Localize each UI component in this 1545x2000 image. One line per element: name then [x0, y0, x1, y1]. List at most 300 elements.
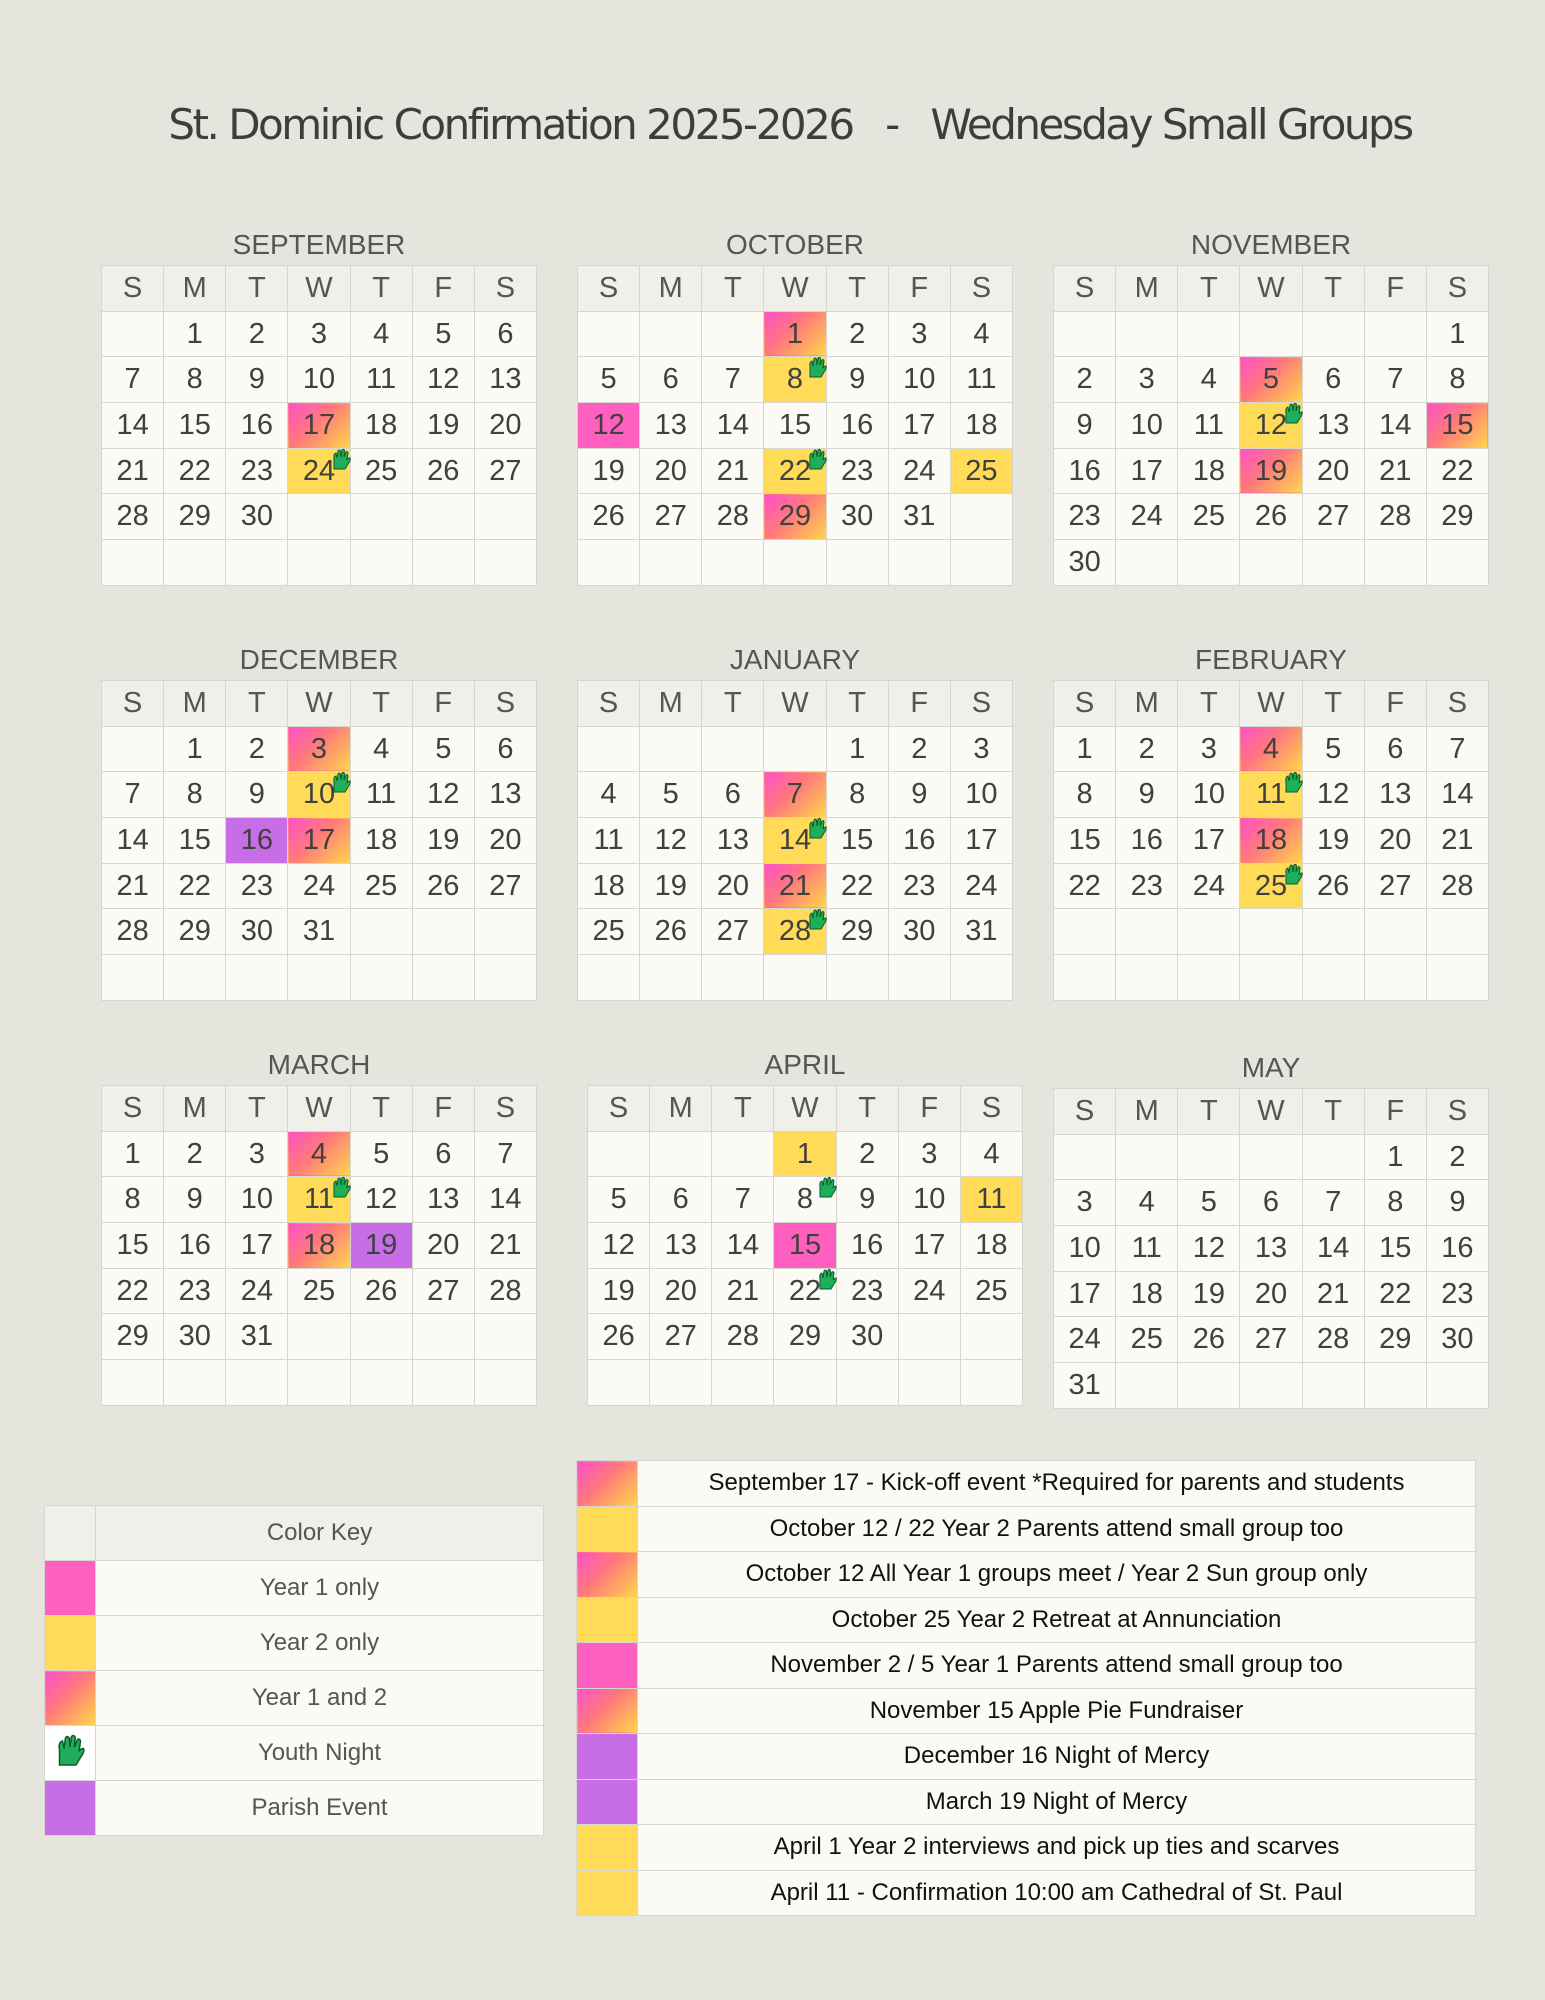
day-cell[interactable] [226, 311, 288, 357]
day-cell[interactable] [898, 1177, 960, 1223]
day-cell[interactable] [1178, 494, 1240, 540]
day-cell[interactable] [960, 1177, 1022, 1223]
day-number: 7 [724, 363, 741, 396]
day-cell[interactable] [640, 357, 702, 403]
day-cell[interactable] [950, 818, 1012, 864]
day-cell[interactable] [836, 1177, 898, 1223]
day-cell[interactable] [350, 357, 412, 403]
day-cell[interactable] [1426, 863, 1488, 909]
day-cell[interactable] [1426, 726, 1488, 772]
day-cell[interactable] [888, 772, 950, 818]
day-cell[interactable] [1426, 1226, 1488, 1272]
day-cell[interactable] [960, 1131, 1022, 1177]
day-cell[interactable] [950, 311, 1012, 357]
day-cell[interactable] [1054, 357, 1116, 403]
day-cell[interactable] [412, 772, 474, 818]
day-cell[interactable] [1240, 1226, 1302, 1272]
day-cell[interactable] [102, 863, 164, 909]
day-number: 27 [489, 869, 522, 902]
day-cell[interactable] [826, 448, 888, 494]
day-cell[interactable] [1054, 448, 1116, 494]
day-cell[interactable] [1054, 1317, 1116, 1363]
day-cell[interactable] [1364, 1317, 1426, 1363]
day-cell[interactable] [1240, 1271, 1302, 1317]
day-cell[interactable] [1240, 494, 1302, 540]
day-cell[interactable] [1178, 1226, 1240, 1272]
day-cell[interactable] [1054, 1226, 1116, 1272]
day-cell[interactable] [350, 1131, 412, 1177]
day-cell[interactable] [102, 448, 164, 494]
day-cell[interactable] [640, 909, 702, 955]
day-cell[interactable] [1426, 818, 1488, 864]
day-cell[interactable] [1364, 1226, 1426, 1272]
day-cell[interactable] [1116, 772, 1178, 818]
day-cell[interactable] [288, 1177, 350, 1223]
day-cell[interactable] [350, 403, 412, 449]
day-cell[interactable] [1426, 448, 1488, 494]
day-cell[interactable] [350, 726, 412, 772]
day-cell[interactable] [1054, 726, 1116, 772]
day-cell[interactable] [836, 1314, 898, 1360]
day-cell[interactable] [1178, 403, 1240, 449]
day-cell[interactable] [1116, 1317, 1178, 1363]
day-cell[interactable] [898, 1268, 960, 1314]
day-cell[interactable] [350, 863, 412, 909]
day-cell[interactable] [1178, 448, 1240, 494]
empty-cell [712, 1360, 774, 1406]
day-cell[interactable] [164, 726, 226, 772]
day-cell[interactable] [836, 1131, 898, 1177]
day-cell[interactable] [1426, 772, 1488, 818]
day-cell[interactable] [474, 403, 536, 449]
day-cell[interactable] [1302, 403, 1364, 449]
day-cell[interactable] [350, 1268, 412, 1314]
day-cell[interactable] [764, 403, 826, 449]
day-cell[interactable] [764, 863, 826, 909]
day-cell[interactable] [1240, 448, 1302, 494]
page-title: St. Dominic Confirmation 2025-2026 - Wednesday Small Groups [168, 100, 1412, 149]
day-cell[interactable] [712, 1268, 774, 1314]
day-number: 25 [365, 869, 398, 902]
day-cell[interactable] [1178, 726, 1240, 772]
day-cell[interactable] [712, 1177, 774, 1223]
day-cell[interactable] [1178, 1317, 1240, 1363]
day-number: 4 [1262, 732, 1280, 765]
day-cell[interactable] [226, 1131, 288, 1177]
day-cell[interactable] [1116, 1271, 1178, 1317]
day-cell[interactable] [888, 726, 950, 772]
day-cell[interactable] [1240, 772, 1302, 818]
day-cell[interactable] [1116, 818, 1178, 864]
day-cell[interactable] [288, 357, 350, 403]
day-cell[interactable] [164, 863, 226, 909]
day-cell[interactable] [588, 1223, 650, 1269]
day-cell[interactable] [950, 909, 1012, 955]
day-cell[interactable] [164, 818, 226, 864]
event-text: November 15 Apple Pie Fundraiser [638, 1688, 1476, 1734]
day-cell[interactable] [102, 403, 164, 449]
day-cell[interactable] [640, 448, 702, 494]
day-cell[interactable] [1116, 1180, 1178, 1226]
day-cell[interactable] [1364, 726, 1426, 772]
day-cell[interactable] [1364, 1134, 1426, 1180]
day-cell[interactable] [474, 726, 536, 772]
day-cell[interactable] [474, 1268, 536, 1314]
day-cell[interactable] [1302, 494, 1364, 540]
day-cell[interactable] [1054, 772, 1116, 818]
day-cell[interactable] [960, 1223, 1022, 1269]
day-cell[interactable] [888, 818, 950, 864]
event-text: April 1 Year 2 interviews and pick up ties and scarves [638, 1825, 1476, 1871]
day-cell[interactable] [1302, 448, 1364, 494]
day-cell[interactable] [764, 357, 826, 403]
day-cell[interactable] [578, 448, 640, 494]
day-cell[interactable] [412, 448, 474, 494]
day-cell[interactable] [836, 1223, 898, 1269]
day-cell[interactable] [350, 772, 412, 818]
day-cell[interactable] [226, 448, 288, 494]
day-cell[interactable] [702, 909, 764, 955]
empty-cell [1116, 1134, 1178, 1180]
day-number: 24 [1068, 1323, 1101, 1356]
day-cell[interactable] [764, 772, 826, 818]
day-cell[interactable] [1302, 357, 1364, 403]
day-cell[interactable] [1364, 494, 1426, 540]
day-cell[interactable] [888, 863, 950, 909]
day-cell[interactable] [774, 1131, 836, 1177]
day-cell[interactable] [102, 909, 164, 955]
day-cell[interactable] [774, 1314, 836, 1360]
week-row [1054, 1363, 1489, 1409]
day-cell[interactable] [102, 818, 164, 864]
day-cell[interactable] [1054, 540, 1116, 586]
day-cell[interactable] [288, 726, 350, 772]
day-cell[interactable] [288, 863, 350, 909]
day-cell[interactable] [474, 818, 536, 864]
day-cell[interactable] [164, 311, 226, 357]
day-cell[interactable] [288, 909, 350, 955]
day-number: 24 [240, 1274, 273, 1307]
day-cell[interactable] [650, 1177, 712, 1223]
day-cell[interactable] [164, 1223, 226, 1269]
day-number: 19 [1192, 1277, 1225, 1310]
empty-cell [702, 540, 764, 586]
day-cell[interactable] [836, 1268, 898, 1314]
day-cell[interactable] [588, 1314, 650, 1360]
day-cell[interactable] [950, 726, 1012, 772]
empty-cell [1240, 955, 1302, 1001]
day-cell[interactable] [1302, 1180, 1364, 1226]
week-row [102, 909, 537, 955]
day-cell[interactable] [164, 1131, 226, 1177]
day-cell[interactable] [650, 1223, 712, 1269]
day-cell[interactable] [102, 357, 164, 403]
day-cell[interactable] [702, 863, 764, 909]
day-cell[interactable] [826, 909, 888, 955]
day-cell[interactable] [226, 909, 288, 955]
day-cell[interactable] [1116, 726, 1178, 772]
day-cell[interactable] [474, 772, 536, 818]
day-cell[interactable] [888, 494, 950, 540]
day-cell[interactable] [950, 403, 1012, 449]
day-cell[interactable] [1178, 772, 1240, 818]
day-cell[interactable] [888, 909, 950, 955]
day-cell[interactable] [774, 1177, 836, 1223]
day-cell[interactable] [1240, 863, 1302, 909]
day-cell[interactable] [1364, 818, 1426, 864]
day-cell[interactable] [102, 1268, 164, 1314]
day-cell[interactable] [1116, 448, 1178, 494]
day-cell[interactable] [578, 863, 640, 909]
day-cell[interactable] [350, 448, 412, 494]
day-cell[interactable] [826, 863, 888, 909]
day-cell[interactable] [702, 403, 764, 449]
day-cell[interactable] [226, 403, 288, 449]
color-key-label: Year 1 and 2 [96, 1671, 544, 1726]
day-cell[interactable] [1054, 863, 1116, 909]
day-cell[interactable] [640, 494, 702, 540]
day-cell[interactable] [164, 357, 226, 403]
day-cell[interactable] [474, 1131, 536, 1177]
day-cell[interactable] [412, 1223, 474, 1269]
day-number: 18 [1192, 454, 1225, 487]
day-cell[interactable] [764, 448, 826, 494]
day-cell[interactable] [1178, 357, 1240, 403]
day-cell[interactable] [898, 1131, 960, 1177]
day-cell[interactable] [1054, 494, 1116, 540]
day-cell[interactable] [412, 1177, 474, 1223]
day-cell[interactable] [164, 448, 226, 494]
day-cell[interactable] [1364, 357, 1426, 403]
day-cell[interactable] [1240, 818, 1302, 864]
day-cell[interactable] [950, 772, 1012, 818]
day-cell[interactable] [826, 772, 888, 818]
day-cell[interactable] [826, 311, 888, 357]
day-cell[interactable] [1302, 1271, 1364, 1317]
day-cell[interactable] [888, 403, 950, 449]
day-cell[interactable] [764, 909, 826, 955]
day-cell[interactable] [288, 1268, 350, 1314]
day-cell[interactable] [1426, 1180, 1488, 1226]
day-number: 27 [1379, 869, 1412, 902]
day-cell[interactable] [350, 818, 412, 864]
month-february [1053, 640, 1489, 1001]
day-cell[interactable] [702, 357, 764, 403]
day-cell[interactable] [712, 1223, 774, 1269]
week-row [102, 1314, 537, 1360]
day-cell[interactable] [1240, 1317, 1302, 1363]
day-cell[interactable] [1116, 863, 1178, 909]
day-cell[interactable] [412, 1131, 474, 1177]
day-cell[interactable] [826, 494, 888, 540]
day-cell[interactable] [1178, 818, 1240, 864]
day-cell[interactable] [1240, 1180, 1302, 1226]
day-cell[interactable] [702, 448, 764, 494]
day-cell[interactable] [1364, 1271, 1426, 1317]
day-cell[interactable] [1240, 357, 1302, 403]
day-cell[interactable] [226, 1314, 288, 1360]
day-cell[interactable] [826, 357, 888, 403]
day-cell[interactable] [1054, 1180, 1116, 1226]
day-cell[interactable] [578, 818, 640, 864]
day-cell[interactable] [1426, 1271, 1488, 1317]
day-cell[interactable] [1302, 863, 1364, 909]
day-cell[interactable] [1302, 1226, 1364, 1272]
day-cell[interactable] [412, 357, 474, 403]
day-cell[interactable] [1302, 818, 1364, 864]
day-cell[interactable] [1364, 1180, 1426, 1226]
day-cell[interactable] [1178, 1180, 1240, 1226]
day-cell[interactable] [288, 772, 350, 818]
day-cell[interactable] [350, 1223, 412, 1269]
day-cell[interactable] [950, 863, 1012, 909]
day-cell[interactable] [102, 1177, 164, 1223]
day-cell[interactable] [1426, 403, 1488, 449]
day-cell[interactable] [1426, 1134, 1488, 1180]
day-cell[interactable] [578, 909, 640, 955]
day-cell[interactable] [288, 818, 350, 864]
day-cell[interactable] [578, 357, 640, 403]
day-cell[interactable] [1054, 818, 1116, 864]
day-cell[interactable] [412, 863, 474, 909]
day-cell[interactable] [412, 818, 474, 864]
day-cell[interactable] [1302, 1317, 1364, 1363]
day-cell[interactable] [288, 448, 350, 494]
day-cell[interactable] [1178, 1271, 1240, 1317]
day-cell[interactable] [578, 494, 640, 540]
day-cell[interactable] [226, 818, 288, 864]
day-cell[interactable] [102, 1223, 164, 1269]
day-cell[interactable] [774, 1268, 836, 1314]
day-cell[interactable] [164, 1314, 226, 1360]
day-cell[interactable] [102, 1314, 164, 1360]
day-cell[interactable] [102, 772, 164, 818]
day-number: 8 [1076, 778, 1093, 811]
day-cell[interactable] [578, 772, 640, 818]
day-cell[interactable] [164, 494, 226, 540]
day-cell[interactable] [888, 311, 950, 357]
day-cell[interactable] [702, 818, 764, 864]
day-cell[interactable] [774, 1223, 836, 1269]
day-cell[interactable] [712, 1314, 774, 1360]
day-cell[interactable] [1116, 494, 1178, 540]
day-cell[interactable] [474, 311, 536, 357]
day-cell[interactable] [826, 818, 888, 864]
day-cell[interactable] [1364, 403, 1426, 449]
day-cell[interactable] [1364, 448, 1426, 494]
day-cell[interactable] [164, 909, 226, 955]
day-number: 3 [310, 317, 328, 350]
day-number: 3 [1076, 1186, 1093, 1219]
day-cell[interactable] [588, 1268, 650, 1314]
day-cell[interactable] [640, 863, 702, 909]
day-cell[interactable] [1116, 1226, 1178, 1272]
day-cell[interactable] [1302, 726, 1364, 772]
day-cell[interactable] [888, 357, 950, 403]
day-cell[interactable] [412, 726, 474, 772]
day-cell[interactable] [1364, 863, 1426, 909]
day-cell[interactable] [650, 1268, 712, 1314]
day-cell[interactable] [164, 1177, 226, 1223]
day-cell[interactable] [226, 1223, 288, 1269]
day-cell[interactable] [226, 1177, 288, 1223]
day-cell[interactable] [288, 1223, 350, 1269]
day-cell[interactable] [1054, 1363, 1116, 1409]
day-cell[interactable] [474, 357, 536, 403]
day-cell[interactable] [226, 726, 288, 772]
day-cell[interactable] [764, 311, 826, 357]
day-cell[interactable] [474, 1223, 536, 1269]
day-cell[interactable] [950, 448, 1012, 494]
day-cell[interactable] [288, 1131, 350, 1177]
day-cell[interactable] [898, 1223, 960, 1269]
day-cell[interactable] [350, 311, 412, 357]
day-cell[interactable] [226, 494, 288, 540]
day-cell[interactable] [1364, 772, 1426, 818]
day-cell[interactable] [1116, 357, 1178, 403]
day-cell[interactable] [1116, 403, 1178, 449]
day-cell[interactable] [226, 357, 288, 403]
day-cell[interactable] [764, 818, 826, 864]
day-cell[interactable] [412, 311, 474, 357]
day-cell[interactable] [1426, 357, 1488, 403]
day-cell[interactable] [102, 494, 164, 540]
empty-cell [1240, 540, 1302, 586]
day-cell[interactable] [1054, 1271, 1116, 1317]
day-cell[interactable] [1240, 403, 1302, 449]
day-cell[interactable] [640, 818, 702, 864]
day-cell[interactable] [1426, 494, 1488, 540]
week-row [578, 772, 1013, 818]
day-cell[interactable] [288, 311, 350, 357]
day-cell[interactable] [102, 1131, 164, 1177]
day-cell[interactable] [826, 403, 888, 449]
day-cell[interactable] [164, 1268, 226, 1314]
day-number: 20 [1317, 454, 1350, 487]
day-cell[interactable] [164, 403, 226, 449]
day-cell[interactable] [578, 403, 640, 449]
day-cell[interactable] [226, 1268, 288, 1314]
day-cell[interactable] [1426, 1317, 1488, 1363]
day-cell[interactable] [350, 1177, 412, 1223]
day-cell[interactable] [650, 1314, 712, 1360]
day-cell[interactable] [1302, 772, 1364, 818]
day-cell[interactable] [702, 494, 764, 540]
day-cell[interactable] [1054, 403, 1116, 449]
day-cell[interactable] [950, 357, 1012, 403]
day-cell[interactable] [1240, 726, 1302, 772]
day-cell[interactable] [288, 403, 350, 449]
day-cell[interactable] [826, 726, 888, 772]
day-cell[interactable] [960, 1268, 1022, 1314]
day-cell[interactable] [412, 1268, 474, 1314]
day-cell[interactable] [640, 772, 702, 818]
day-cell[interactable] [702, 772, 764, 818]
day-cell[interactable] [226, 863, 288, 909]
day-cell[interactable] [1426, 311, 1488, 357]
day-cell[interactable] [412, 403, 474, 449]
day-cell[interactable] [474, 863, 536, 909]
day-cell[interactable] [588, 1177, 650, 1223]
day-cell[interactable] [1178, 863, 1240, 909]
day-cell[interactable] [474, 448, 536, 494]
day-cell[interactable] [888, 448, 950, 494]
day-cell[interactable] [474, 1177, 536, 1223]
day-cell[interactable] [640, 403, 702, 449]
day-cell[interactable] [764, 494, 826, 540]
day-cell[interactable] [164, 772, 226, 818]
day-cell[interactable] [226, 772, 288, 818]
